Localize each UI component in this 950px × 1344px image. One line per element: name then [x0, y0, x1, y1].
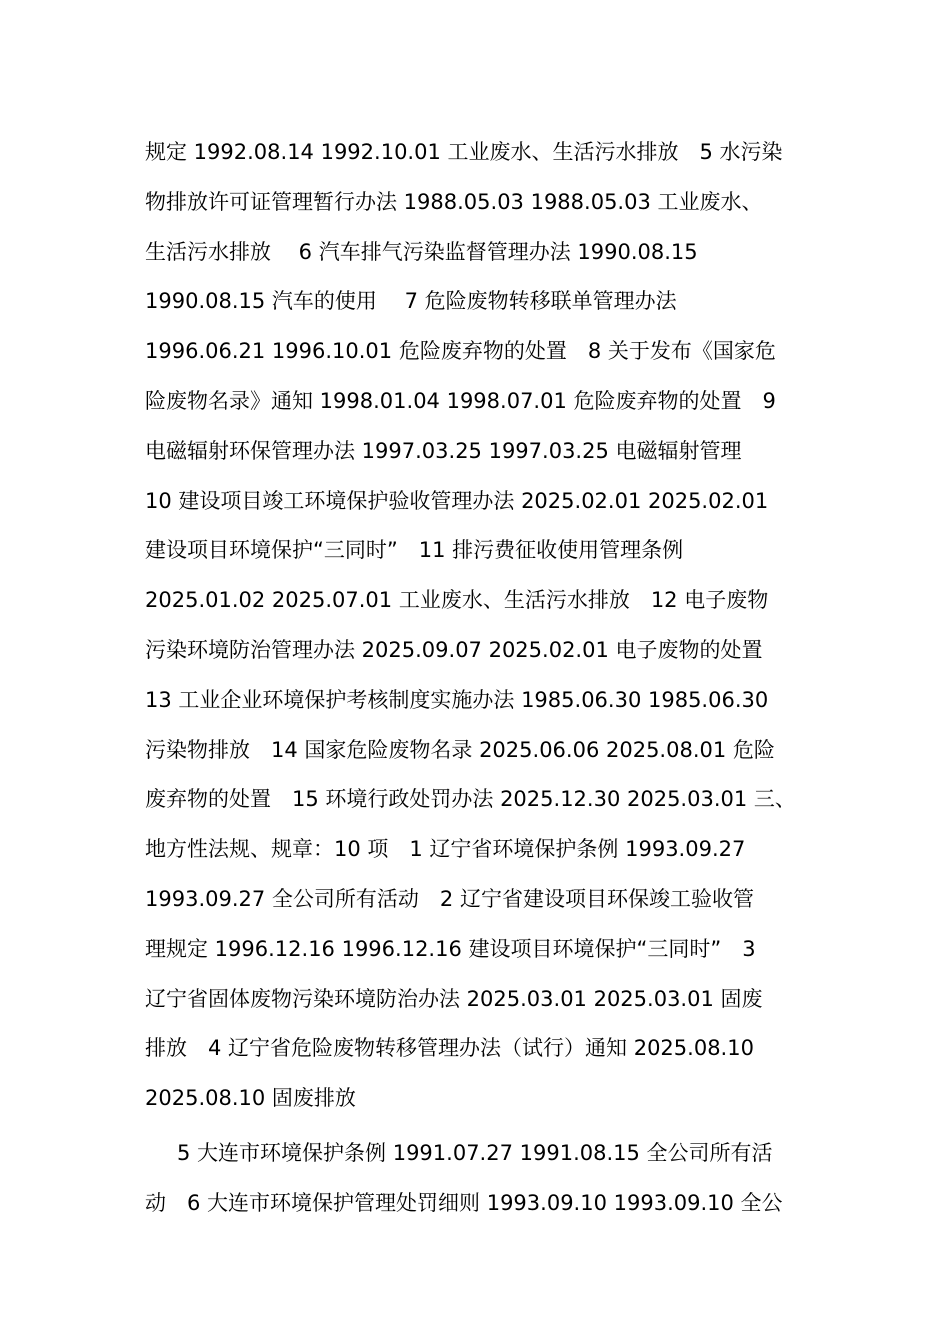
- text-line: 辽宁省固体废物污染环境防治办法 2025.03.01 2025.03.01 固废: [145, 986, 763, 1011]
- text-line: 动 6 大连市环境保护管理处罚细则 1993.09.10 1993.09.10 全公: [145, 1190, 783, 1215]
- local-regulations-paragraph: [145, 1129, 807, 1229]
- text-line: 排放 4 辽宁省危险废物转移管理办法（试行）通知 2025.08.10: [145, 1036, 754, 1061]
- text-line: 2025.01.02 2025.07.01 工业废水、生活污水排放 12 电子废物: [145, 588, 769, 613]
- text-line: 规定 1992.08.14 1992.10.01 工业废水、生活污水排放 5 水污染: [145, 140, 783, 164]
- text-line: 13 工业企业环境保护考核制度实施办法 1985.06.30 1985.06.30: [145, 687, 769, 712]
- text-line: 5 大连市环境保护条例 1991.07.27 1991.08.15 全公司所有活: [177, 1140, 773, 1165]
- regulation-list-paragraph: [145, 128, 807, 1124]
- text-line: 2025.08.10 固废排放: [145, 1086, 356, 1111]
- text-line: 废弃物的处置 15 环境行政处罚办法 2025.12.30 2025.03.01 三、: [145, 787, 796, 812]
- text-line: 1993.09.27 全公司所有活动 2 辽宁省建设项目环保竣工验收管: [145, 886, 754, 911]
- text-line: 生活污水排放 6 汽车排气污染监督管理办法 1990.08.15: [145, 239, 698, 264]
- text-line: 物排放许可证管理暂行办法 1988.05.03 1988.05.03 工业废水、: [145, 189, 763, 214]
- text-line: 理规定 1996.12.16 1996.12.16 建设项目环境保护“三同时” 3: [145, 936, 756, 961]
- text-line: 污染物排放 14 国家危险废物名录 2025.06.06 2025.08.01 危险: [145, 737, 775, 762]
- text-line: 1990.08.15 汽车的使用 7 危险废物转移联单管理办法: [145, 289, 677, 314]
- text-line: 建设项目环境保护“三同时” 11 排污费征收使用管理条例: [145, 538, 684, 563]
- text-line: 污染环境防治管理办法 2025.09.07 2025.02.01 电子废物的处置: [145, 637, 763, 662]
- text-line: 险废物名录》通知 1998.01.04 1998.07.01 危险废弃物的处置 9: [145, 388, 776, 413]
- text-line: 10 建设项目竣工环境保护验收管理办法 2025.02.01 2025.02.01: [145, 488, 769, 513]
- text-line: 电磁辐射环保管理办法 1997.03.25 1997.03.25 电磁辐射管理: [145, 438, 742, 463]
- text-line: 1996.06.21 1996.10.01 危险废弃物的处置 8 关于发布《国家危: [145, 339, 776, 364]
- document-page: [145, 128, 807, 1229]
- text-line: 地方性法规、规章：10 项 1 辽宁省环境保护条例 1993.09.27: [145, 837, 746, 862]
